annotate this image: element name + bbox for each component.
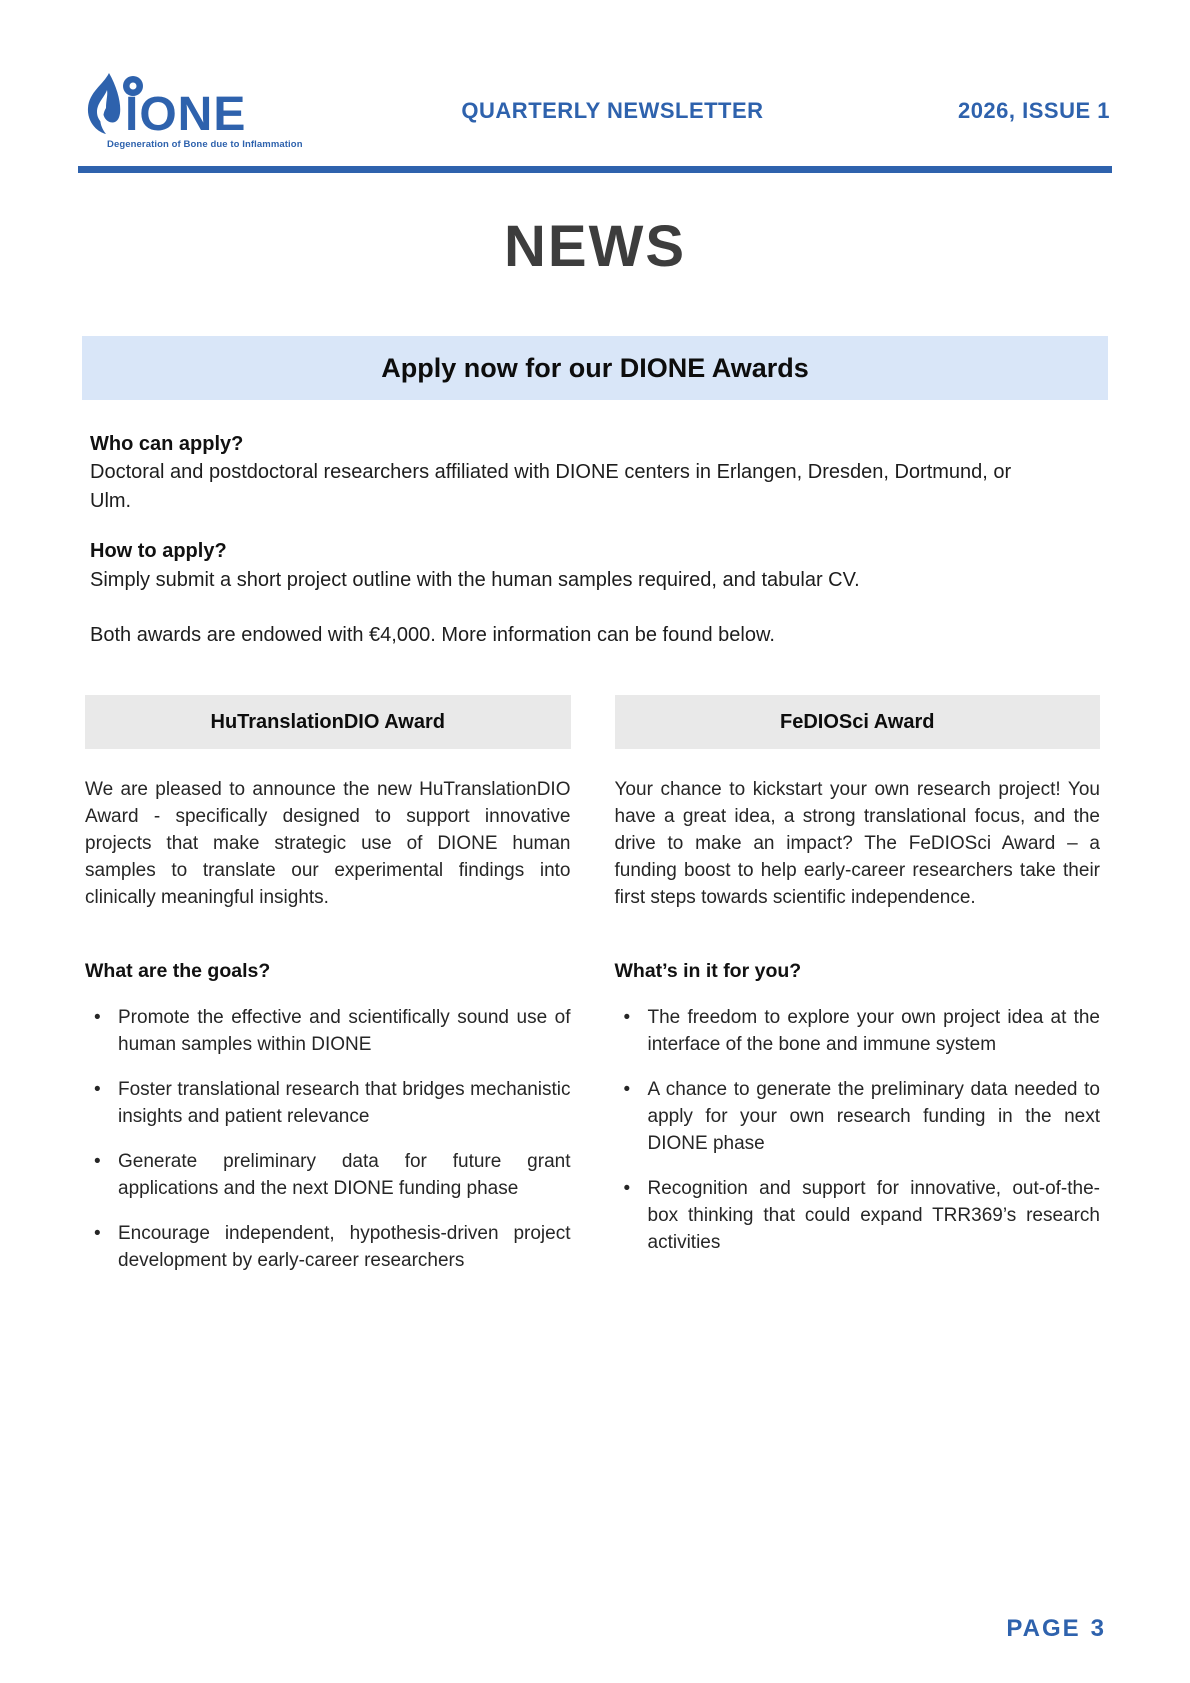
list-item (85, 1149, 571, 1203)
issue-label: 2026, ISSUE 1 (957, 98, 1110, 123)
page-footer (1006, 1615, 1106, 1643)
dione-logo (85, 72, 325, 150)
award-description: Your chance to kickstart your own research project! You have a great idea, a strong translational focus, and the drive to make an impact? The FeDIOSci Award – a funding boost to help early-career researchers take their first steps towards scientific independence. (614, 779, 1100, 909)
bullet-text: A chance to generate the preliminary data needed to apply for your own research funding in the next DIONE phase (647, 1079, 1100, 1155)
apply-banner-title: Apply now for our DIONE Awards (381, 352, 809, 383)
benefits-list (615, 1005, 1101, 1257)
awards-columns (85, 695, 1100, 1293)
list-item (615, 1176, 1101, 1257)
how-to-apply-text: Simply submit a short project outline with the human samples required, and tabular CV. (90, 568, 860, 591)
column-hutranslationdio (85, 695, 571, 1293)
page-number: 3 (1090, 1615, 1106, 1642)
flame-icon (88, 73, 120, 134)
logo-wordmark: IONE (125, 88, 247, 136)
bullet-text: The freedom to explore your own project idea at the interface of the bone and immune system (647, 1007, 1100, 1056)
bullet-text: Recognition and support for innovative, out-of-the-box thinking that could expand TRR369’s research activities (647, 1178, 1100, 1253)
newsletter-title: QUARTERLY NEWSLETTER (461, 98, 764, 123)
bullet-text: Generate preliminary data for future grant applications and the next DIONE funding phase (118, 1151, 571, 1200)
bullet-text: Encourage independent, hypothesis-driven project development by early-career researchers (118, 1223, 571, 1271)
award-title: HuTranslationDIO Award (210, 710, 445, 733)
list-item (615, 1005, 1101, 1059)
header-rule (78, 166, 1112, 173)
how-to-apply-heading: How to apply? (90, 540, 227, 563)
bullet-text: Foster translational research that bridges mechanistic insights and patient relevance (118, 1079, 571, 1128)
endowment-text: Both awards are endowed with €4,000. More information can be found below. (90, 623, 775, 646)
who-can-apply-text: Doctoral and postdoctoral researchers affiliated with DIONE centers in Erlangen, Dresden, Dortmund, or Ulm. (90, 461, 1012, 512)
page-header (0, 0, 1190, 150)
list-item (85, 1005, 571, 1059)
column-fediosci (615, 695, 1101, 1293)
award-title: FeDIOSci Award (780, 710, 935, 733)
dione-logo-art (85, 72, 285, 136)
who-can-apply-heading: Who can apply? (90, 433, 244, 455)
goals-heading: What are the goals? (85, 960, 271, 983)
logo-tagline: Degeneration of Bone due to Inflammation (107, 139, 303, 150)
page-label: PAGE (1006, 1615, 1081, 1642)
list-item (615, 1077, 1101, 1158)
award-title-banner (615, 695, 1101, 749)
apply-banner (82, 336, 1108, 400)
award-title-banner (85, 695, 571, 749)
list-item (85, 1077, 571, 1131)
bullet-text: Promote the effective and scientifically sound use of human samples within DIONE (118, 1007, 571, 1056)
list-item (85, 1221, 571, 1275)
benefits-heading: What’s in it for you? (614, 960, 802, 983)
award-description: We are pleased to announce the new HuTranslationDIO Award - specifically designed to support innovative projects that make strategic use of DIONE human samples to translate our experimental findings into clinically meaningful insights. (85, 779, 571, 909)
intro-section (90, 430, 1035, 649)
goals-list (85, 1005, 571, 1275)
page-title: NEWS (504, 214, 686, 279)
